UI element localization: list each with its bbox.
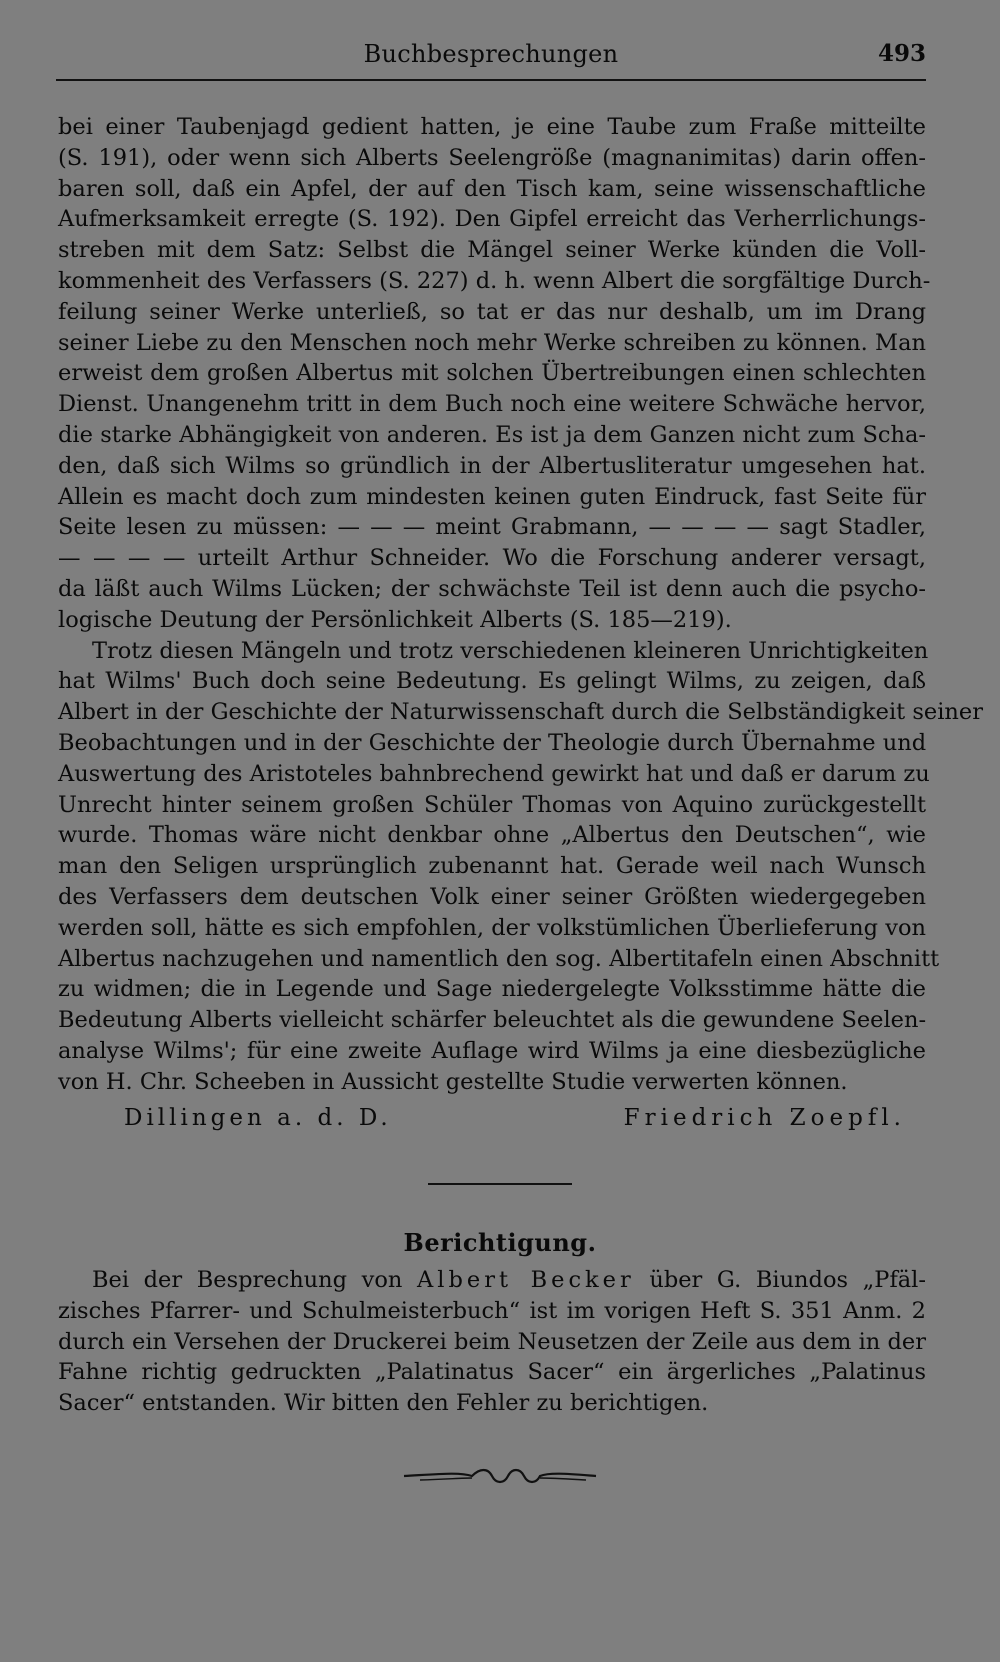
text-line: Bedeutung Alberts vielleicht schärfer beleuchtet als die gewundene Seelen- <box>58 1007 927 1034</box>
text-line: zisches Pfarrer- und Schulmeisterbuch“ ist im vorigen Heft S. 351 Anm. 2 <box>58 1297 926 1324</box>
text-line: Auswertung des Aristoteles bahnbrechend gewirkt hat und daß er darum zu <box>58 760 930 787</box>
text-line: erweist dem großen Albertus mit solchen Übertreibungen einen schlechten <box>58 360 926 387</box>
running-head: Buchbesprechungen <box>363 40 619 68</box>
text-line: analyse Wilms'; für eine zweite Auflage wird Wilms ja eine diesbezügliche <box>58 1037 926 1064</box>
text-line: Bei der Besprechung von Albert Becker über G. Biundos „Pfäl- <box>92 1267 926 1293</box>
text-line: hat Wilms' Buch doch seine Bedeutung. Es gelingt Wilms, zu zeigen, daß <box>58 668 926 695</box>
text-line: logische Deutung der Persönlichkeit Alberts (S. 185—219). <box>58 606 732 633</box>
text-line: des Verfassers dem deutschen Volk einer seiner Größten wiedergegeben <box>58 883 926 910</box>
text-line: kommenheit des Verfassers (S. 227) d. h. wenn Albert die sorgfältige Durch- <box>58 267 931 294</box>
text-line: von H. Chr. Scheeben in Aussicht gestellte Studie verwerten können. <box>58 1068 848 1095</box>
spaced-author-name: Albert Becker <box>417 1267 635 1293</box>
text-line: Fahne richtig gedruckten „Palatinatus Sacer“ ein ärgerliches „Palatinus <box>58 1359 926 1386</box>
text-line: bei einer Taubenjagd gedient hatten, je eine Taube zum Fraße mitteilte <box>58 114 926 140</box>
text-line: man den Seligen ursprünglich zubenannt hat. Gerade weil nach Wunsch <box>58 853 926 880</box>
text-line: feilung seiner Werke unterließ, so tat er das nur deshalb, um im Drang <box>58 298 926 325</box>
text-line: Albertus nachzugehen und namentlich den sog. Albertitafeln einen Abschnitt <box>58 945 940 972</box>
text-line: Beobachtungen und in der Geschichte der Theologie durch Übernahme und <box>58 729 927 756</box>
text-line: (S. 191), oder wenn sich Alberts Seelengröße (magnanimitas) darin offen- <box>58 144 926 171</box>
text-line: da läßt auch Wilms Lücken; der schwächste Teil ist denn auch die psycho- <box>58 575 926 602</box>
review-signature <box>124 1105 906 1139</box>
text-line: baren soll, daß ein Apfel, der auf den Tisch kam, seine wissenschaftliche <box>58 175 926 202</box>
text-line: Trotz diesen Mängeln und trotz verschiedenen kleineren Unrichtigkeiten <box>92 637 929 664</box>
text-line: Albert in der Geschichte der Naturwissenschaft durch die Selbständigkeit seiner <box>58 699 983 726</box>
signature-author: Friedrich Zoepfl. <box>623 1105 906 1131</box>
text-line: — — — — urteilt Arthur Schneider. Wo die Forschung anderer versagt, <box>58 545 926 572</box>
text-line: zu widmen; die in Legende und Sage niedergelegte Volksstimme hätte die <box>58 976 926 1003</box>
text-line: durch ein Versehen der Druckerei beim Neusetzen der Zeile aus dem in der <box>58 1328 926 1355</box>
text-line: streben mit dem Satz: Selbst die Mängel seiner Werke künden die Voll- <box>58 237 926 264</box>
text-line: den, daß sich Wilms so gründlich in der Albertusliteratur umgesehen hat. <box>58 452 926 479</box>
correction-text <box>58 1265 926 1419</box>
text-line: Unrecht hinter seinem großen Schüler Thomas von Aquino zurückgestellt <box>58 791 926 818</box>
signature-place: Dillingen a. d. D. <box>124 1105 392 1131</box>
page-header <box>56 36 926 76</box>
correction-title: Berichtigung. <box>403 1228 597 1257</box>
text-line: Aufmerksamkeit erregte (S. 192). Den Gipfel erreicht das Verherrlichungs- <box>58 206 926 233</box>
header-rule <box>56 79 926 81</box>
text-line: die starke Abhängigkeit von anderen. Es ist ja dem Ganzen nicht zum Scha- <box>58 421 926 448</box>
text-line: werden soll, hätte es sich empfohlen, der volkstümlichen Überlieferung von <box>58 914 926 941</box>
section-divider-rule <box>428 1183 572 1185</box>
review-text <box>58 112 983 1098</box>
page-number: 493 <box>877 40 926 67</box>
ornament-flourish <box>400 1462 600 1492</box>
text-line: Sacer“ entstanden. Wir bitten den Fehler zu berichtigen. <box>58 1390 709 1417</box>
text-line: seiner Liebe zu den Menschen noch mehr Werke schreiben zu können. Man <box>58 329 926 356</box>
text-line: Allein es macht doch zum mindesten keinen guten Eindruck, fast Seite für <box>58 483 926 510</box>
text-line: Seite lesen zu müssen: — — — meint Grabmann, — — — — sagt Stadler, <box>58 514 926 541</box>
text-line: wurde. Thomas wäre nicht denkbar ohne „Albertus den Deutschen“, wie <box>58 822 926 849</box>
text-line: Dienst. Unangenehm tritt in dem Buch noch eine weitere Schwäche hervor, <box>58 391 926 418</box>
